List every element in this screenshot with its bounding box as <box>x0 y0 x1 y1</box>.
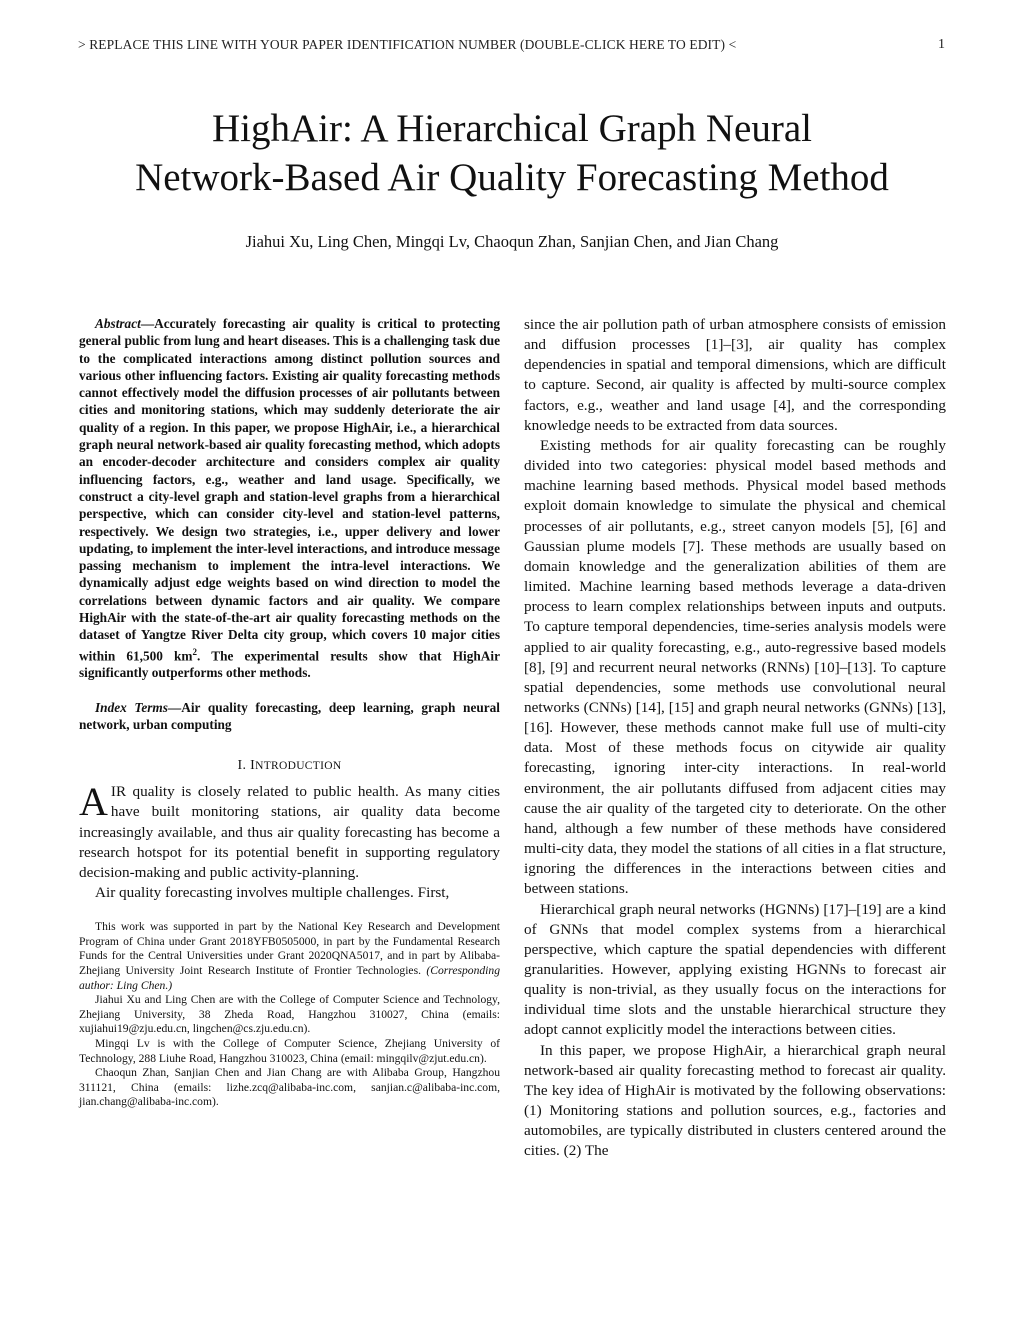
footnote-affiliation-3: Chaoqun Zhan, Sanjian Chen and Jian Chang are with Alibaba Group, Hangzhou 311121, China (emails: lizhe.zcq@alibaba-inc.com, sanjian.c@alibaba-inc.com, jian.chang@alibaba-inc.com). <box>79 1066 500 1109</box>
right-paragraph-3: Hierarchical graph neural networks (HGNNs) [17]–[19] are a kind of GNNs that model complex systems from a hierarchical perspective, which capture the spatial dependencies with different granularities. However, applying existing HGNNs to forecast air quality is non-trivial, as they usually focus on the interactions for individual time slots and the unstable hierarchical structure they adopt cannot explicitly model the interactions between cities. <box>524 900 946 1039</box>
right-paragraph-1: since the air pollution path of urban atmosphere consists of emission and diffusion processes [1]–[3], air quality has complex dependencies in spatial and temporal dimensions, which are difficult to capture. Second, air quality is affected by multi-source complex factors, e.g., weather and land usage [4], and the corresponding knowledge needs to be extracted from data sources. <box>524 316 946 434</box>
footnote-affiliation-2: Mingqi Lv is with the College of Computer Science, Zhejiang University of Technology, 288 Liuhe Road, Hangzhou 310023, China (email: mingqilv@zjut.edu.cn). <box>79 1036 500 1065</box>
title-line-2: Network-Based Air Quality Forecasting Method <box>135 156 889 199</box>
intro-paragraph-1-text: IR quality is closely related to public health. As many cities have built monitoring stations, air quality data become increasingly available, and thus air quality forecasting has become a research hotspot for its potential benefit in supporting regulatory decision-making and public activity-planning. <box>79 783 500 881</box>
footnotes <box>79 920 500 1110</box>
intro-paragraph-2: Air quality forecasting involves multiple challenges. First, <box>95 884 450 902</box>
section-heading-introduction <box>79 758 500 774</box>
page-number: 1 <box>938 37 945 52</box>
paper-identification-header: > REPLACE THIS LINE WITH YOUR PAPER IDENTIFICATION NUMBER (DOUBLE-CLICK HERE TO EDIT) < <box>78 37 737 52</box>
author-list: Jiahui Xu, Ling Chen, Mingqi Lv, Chaoqun Zhan, Sanjian Chen, and Jian Chang <box>245 232 779 251</box>
abstract-text: —Accurately forecasting air quality is critical to protecting general public from lung and heart diseases. This is a challenging task due to the complicated interactions among distinct pollution sources and various other influencing factors. Existing air quality forecasting methods cannot effectively model the diffusion processes of air pollutants between cities and monitoring stations, which may suddenly deteriorate the air quality of a region. In this paper, we propose HighAir, i.e., a hierarchical graph neural network-based air quality forecasting method, which adopts an encoder-decoder architecture and considers complex air quality influencing factors, e.g., weather and land usage. Specifically, we construct a city-level graph and station-level graphs from a hierarchical perspective, which can consider city-level and station-level patterns, respectively. We design two strategies, i.e., upper delivery and lower updating, to implement the inter-level interactions, and introduce message passing mechanism to implement the intra-level interactions. We dynamically adjust edge weights based on wind direction to model the correlations between dynamic factors and air quality. We compare HighAir with the state-of-the-art air quality forecasting methods on the dataset of Yangtze River Delta city group, which covers 10 major cities within 61,500 km <box>79 316 500 664</box>
index-terms-label: Index Terms <box>95 699 168 715</box>
section-title-initial: I <box>250 758 256 774</box>
abstract-text-end: . The experimental results show that HighAir significantly outperforms other methods. <box>79 648 500 681</box>
footnote-funding <box>79 920 500 993</box>
left-column <box>79 315 500 1110</box>
footnote-affiliation-1: Jiahui Xu and Ling Chen are with the College of Computer Science and Technology, Zhejiang University, 38 Zheda Road, Hangzhou 310027, China (emails: xujiahui19@zju.edu.cn, lingchen@cs.zju.edu.cn). <box>79 993 500 1036</box>
abstract-label: Abstract <box>95 316 141 331</box>
section-number: I. <box>237 758 247 774</box>
intro-paragraph-1 <box>79 779 500 883</box>
index-terms-text: —Air quality forecasting, deep learning, graph neural network, urban computing <box>79 699 500 732</box>
footnote-funding-text: This work was supported in part by the National Key Research and Development Program of China under Grant 2018YFB0505000, in part by the Fundamental Research Funds for the Central Universities under Grant 2020QNA5017, and in part by Alibaba-Zhejiang University Joint Research Institute of Frontier Technologies. <box>79 920 500 977</box>
drop-cap: A <box>79 779 108 825</box>
abstract <box>79 315 500 682</box>
paper-title <box>80 104 944 202</box>
title-line-1: HighAir: A Hierarchical Graph Neural <box>212 107 812 150</box>
corresponding-author-note: (Corresponding author: Ling Chen.) <box>79 963 500 992</box>
index-terms <box>79 699 500 734</box>
right-paragraph-2: Existing methods for air quality forecasting can be roughly divided into two categories: physical model based methods and machine learning based methods. Physical model based methods exploit domain knowledge to simulate the physical and chemical processes of air pollutants, e.g., street canyon models [5], [6] and Gaussian plume models [7]. These methods are usually based on domain knowledge and the generalization abilities of them are limited. Machine learning based methods leverage a data-driven process to learn complex relationships between inputs and outputs. To capture temporal dependencies, time-series analysis models were applied to air quality forecasting, e.g., auto-regressive based models [8], [9] and recurrent neural networks (RNNs) [10]–[13]. To capture spatial dependencies, some methods use convolutional neural networks (CNNs) [14], [15] and graph neural networks (GNNs) [13], [16]. However, these methods cannot make full use of multi-city data. Most of these methods focus on citywide air quality forecasting, ignoring inter-city interactions. In real-world environment, the air pollutants diffused from adjacent cities may cause the air quality of the targeted city to deteriorate. On the other hand, although a few number of these methods have considered multi-city data, they model the stations of all cities in a flat structure, ignoring the differences in the interactions between cities and between stations. <box>524 436 946 898</box>
right-paragraph-4: In this paper, we propose HighAir, a hierarchical graph neural network-based air quality forecasting method to forecast air quality. The key idea of HighAir is motivated by the following observations: (1) Monitoring stations and pollution sources, e.g., factories and automobiles, are typically distributed in clusters centered around the cities. (2) The <box>524 1041 946 1160</box>
section-title-rest: NTRODUCTION <box>255 760 342 773</box>
abstract-superscript: 2 <box>192 646 197 657</box>
right-column <box>524 315 946 1162</box>
